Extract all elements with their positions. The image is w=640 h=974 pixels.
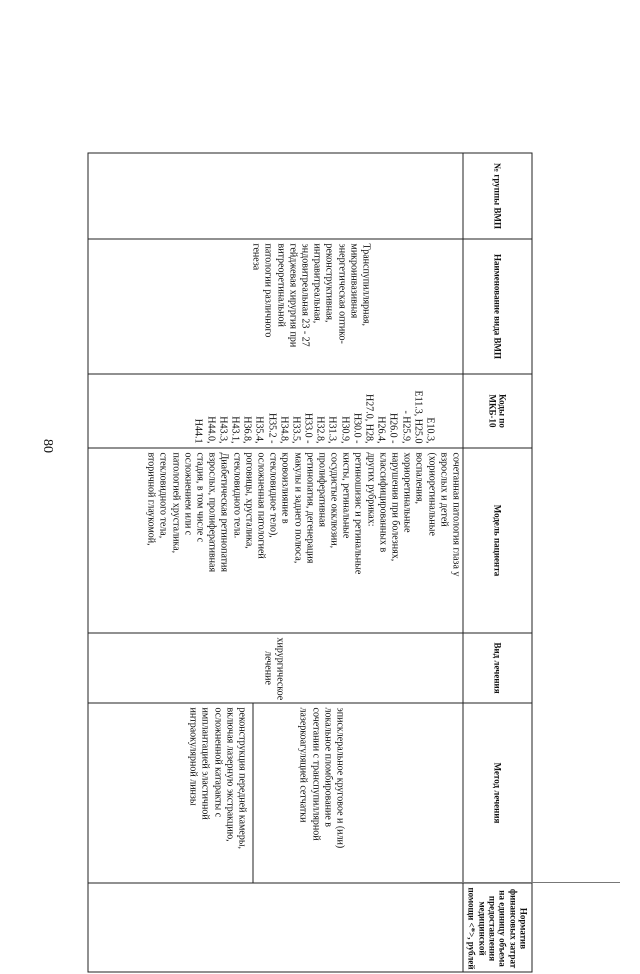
table-header-row (463, 154, 532, 972)
table-row (89, 154, 464, 972)
cell-group-no (89, 154, 464, 240)
treatment-method-2: реконструкция передней камеры, включая лазерную экстракцию, осложненной катаракты с имплантацией эластичной интраокулярной линзы (187, 707, 248, 850)
cell-patient-model: сочетанная патология глаза у взрослых и детей (хориоретинальные воспаления, хориоретинальные нарушения при болезнях, классифицированных в других рубриках: ретиношизис и ретинальные кисты, ретинальные сосудистые окклюзии, пролиферативная ретинопатия, дегенерация макулы и заднего полюса, кровоизлияние в стекловидное тело), осложненная патологией роговицы, хрусталика, стекловидного тела. Диабетическая ретинопатия взрослых, пролиферативная стадия, в том числе с осложнением или с патологией хрусталика, стекловидного тела, вторичной глаукомой, (89, 449, 464, 634)
cell-vmp-name: Транспупиллярная, микроинвазивная энергетическая оптико- реконструктивная, интравитреальная, эндовитреальная 23 - 27 гейджевая хирургия при витреоретинальной патологии различного генеза (89, 240, 464, 375)
header-cost-norm: Норматив финансовых затрат на единицу объема предоставления медицинской помощи <*>, рублей (466, 887, 529, 970)
page-number: 80 (40, 439, 55, 453)
cell-treatment-method (89, 704, 464, 884)
header-patient-model: Модель пациента (464, 449, 532, 634)
header-icd-codes: Коды по МКБ-10 (464, 375, 532, 449)
treatment-method-1: эписклеральное круговое и (или) локальное пломбирование в сочетании с транспупиллярной лазеркоагуляцией сетчатки (297, 707, 346, 849)
method-divider (253, 704, 254, 883)
cell-cost-norm (89, 884, 464, 974)
header-treatment-type: Вид лечения (464, 634, 532, 704)
cell-icd-codes: E10.3, E11.3, H25.0 - H25.9, H26.0 - H26.4, H27.0, H28, H30.0 - H30.9, H31.3, H32.8, H33.0 - H33.5, H34.8, H35.2 - H35.4, H36.8, H43.1, H43.3, H44.0, H44.1 (89, 375, 464, 449)
header-group-no: № группы ВМП (464, 154, 532, 240)
header-vmp-name: Наименование вида ВМП (464, 240, 532, 375)
vmp-table (88, 153, 533, 973)
bottom-rule (420, 882, 620, 883)
cell-treatment-type: хирургическое лечение (89, 634, 464, 704)
header-treatment-method: Метод лечения (464, 704, 532, 884)
